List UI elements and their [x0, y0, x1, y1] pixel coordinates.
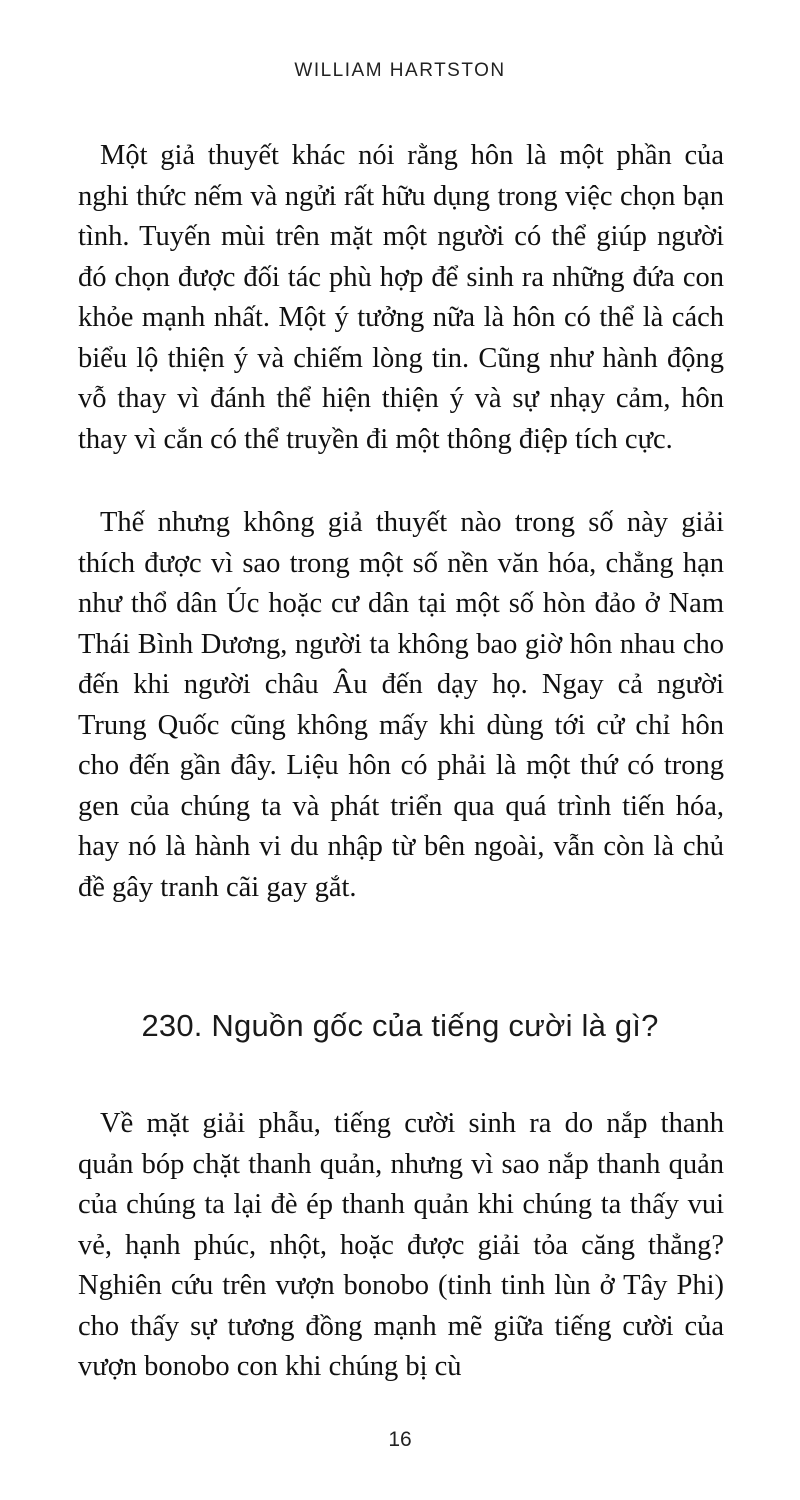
section-heading: 230. Nguồn gốc của tiếng cười là gì? — [141, 1008, 659, 1043]
paragraph-block — [78, 136, 724, 460]
running-header-author: WILLIAM HARTSTON — [294, 60, 506, 81]
paragraph-block — [78, 1104, 724, 1388]
paragraph: Một giả thuyết khác nói rằng hôn là một phần của nghi thức nếm và ngửi rất hữu dụng trong việc chọn bạn tình. Tuyến mùi trên mặt một người có thể giúp người đó chọn được đối tác phù hợp để sinh ra những đứa con khỏe mạnh nhất. Một ý tưởng nữa là hôn có thể là cách biểu lộ thiện ý và chiếm lòng tin. Cũng như hành động vỗ thay vì đánh thể hiện thiện ý và sự nhạy cảm, hôn thay vì cắn có thể truyền đi một thông điệp tích cực. — [78, 140, 724, 455]
paragraph: Thế nhưng không giả thuyết nào trong số này giải thích được vì sao trong một số nền văn hóa, chẳng hạn như thổ dân Úc hoặc cư dân tại một số hòn đảo ở Nam Thái Bình Dương, người ta không bao giờ hôn nhau cho đến khi người châu Âu đến dạy họ. Ngay cả người Trung Quốc cũng không mấy khi dùng tới cử chỉ hôn cho đến gần đây. Liệu hôn có phải là một thứ có trong gen của chúng ta và phát triển qua quá trình tiến hóa, hay nó là hành vi du nhập từ bên ngoài, vẫn còn là chủ đề gây tranh cãi gay gắt. — [78, 507, 724, 903]
page-number: 16 — [388, 1428, 412, 1451]
paragraph-block — [78, 503, 724, 908]
paragraph: Về mặt giải phẫu, tiếng cười sinh ra do nắp thanh quản bóp chặt thanh quản, nhưng vì sao nắp thanh quản của chúng ta lại đè ép thanh quản khi chúng ta thấy vui vẻ, hạnh phúc, nhột, hoặc được giải tỏa căng thẳng? Nghiên cứu trên vượn bonobo (tinh tinh lùn ở Tây Phi) cho thấy sự tương đồng mạnh mẽ giữa tiếng cười của vượn bonobo con khi chúng bị cù — [78, 1108, 724, 1382]
